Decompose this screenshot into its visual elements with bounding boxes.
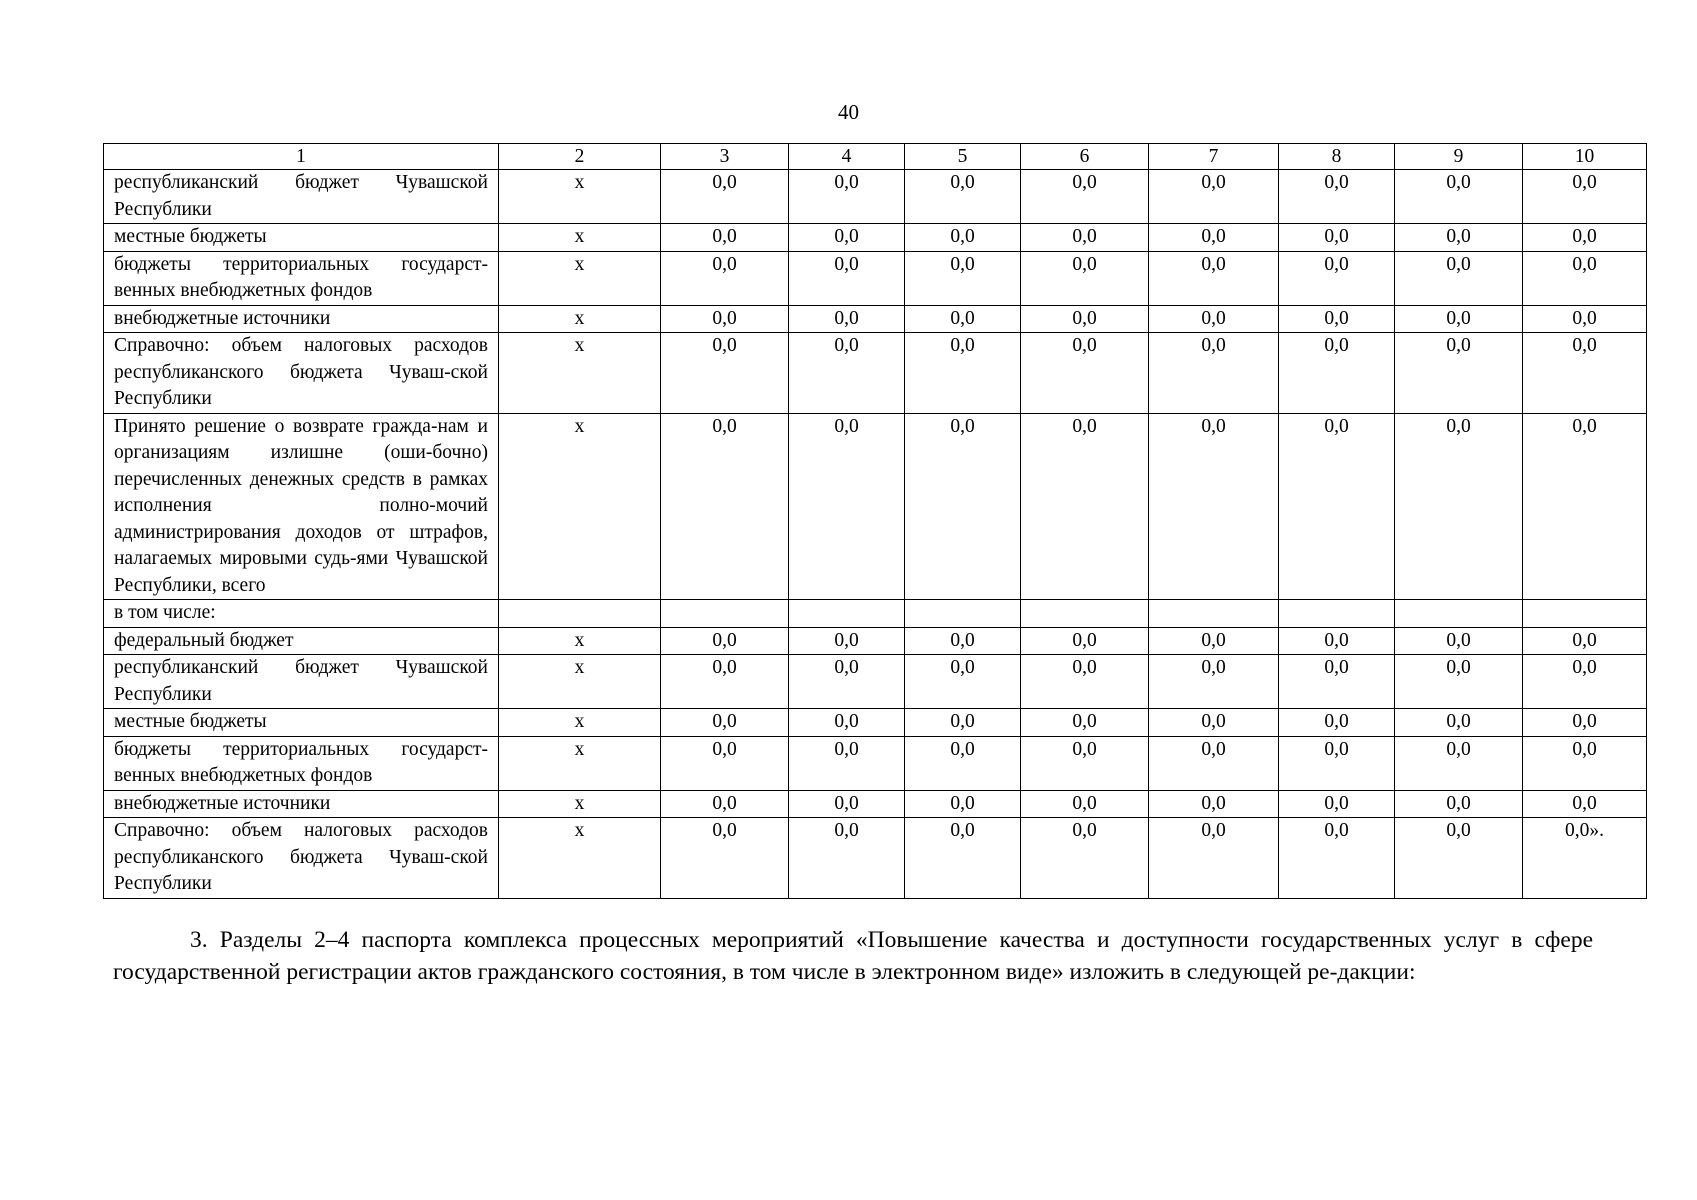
value-cell: 0,0 <box>1021 224 1149 252</box>
value-cell <box>1279 600 1395 628</box>
column-header: 6 <box>1021 144 1149 170</box>
value-cell: 0,0 <box>1149 790 1279 818</box>
column-header: 4 <box>789 144 905 170</box>
value-cell <box>1395 600 1523 628</box>
value-cell: 0,0 <box>1395 736 1523 790</box>
value-cell: 0,0 <box>905 170 1021 224</box>
row-label-cell: бюджеты территориальных государст-венных внебюджетных фондов <box>104 736 499 790</box>
value-cell: 0,0 <box>789 627 905 655</box>
value-cell: 0,0 <box>1523 655 1647 709</box>
code-cell: х <box>499 655 661 709</box>
value-cell: 0,0 <box>661 170 789 224</box>
value-cell: 0,0 <box>1395 251 1523 305</box>
value-cell: 0,0 <box>789 251 905 305</box>
value-cell: 0,0 <box>1279 305 1395 333</box>
table-row <box>104 627 1647 655</box>
row-label-cell: местные бюджеты <box>104 709 499 737</box>
value-cell: 0,0 <box>1523 736 1647 790</box>
value-cell: 0,0 <box>1279 413 1395 600</box>
value-cell: 0,0 <box>1279 655 1395 709</box>
value-cell: 0,0 <box>1523 627 1647 655</box>
row-label-cell: федеральный бюджет <box>104 627 499 655</box>
value-cell: 0,0 <box>905 655 1021 709</box>
value-cell: 0,0 <box>789 736 905 790</box>
value-cell: 0,0 <box>1279 709 1395 737</box>
value-cell: 0,0 <box>905 627 1021 655</box>
table-row <box>104 818 1647 899</box>
value-cell: 0,0 <box>905 818 1021 899</box>
value-cell: 0,0 <box>1279 627 1395 655</box>
code-cell: х <box>499 413 661 600</box>
code-cell: х <box>499 251 661 305</box>
code-cell: х <box>499 627 661 655</box>
value-cell: 0,0 <box>1149 655 1279 709</box>
value-cell: 0,0 <box>1395 790 1523 818</box>
value-cell: 0,0». <box>1523 818 1647 899</box>
code-cell: х <box>499 790 661 818</box>
value-cell <box>661 600 789 628</box>
value-cell: 0,0 <box>1395 655 1523 709</box>
page-number: 40 <box>838 100 859 124</box>
value-cell: 0,0 <box>661 818 789 899</box>
row-label-cell: Справочно: объем налоговых расходов республиканского бюджета Чуваш-ской Республики <box>104 333 499 414</box>
column-header: 5 <box>905 144 1021 170</box>
table-row <box>104 790 1647 818</box>
value-cell: 0,0 <box>905 251 1021 305</box>
value-cell: 0,0 <box>1395 333 1523 414</box>
code-cell: х <box>499 305 661 333</box>
value-cell: 0,0 <box>789 709 905 737</box>
column-header: 8 <box>1279 144 1395 170</box>
value-cell <box>905 600 1021 628</box>
value-cell: 0,0 <box>1395 224 1523 252</box>
value-cell: 0,0 <box>1395 709 1523 737</box>
row-label-cell: местные бюджеты <box>104 224 499 252</box>
value-cell: 0,0 <box>1021 333 1149 414</box>
value-cell: 0,0 <box>1021 305 1149 333</box>
value-cell: 0,0 <box>661 333 789 414</box>
value-cell: 0,0 <box>1523 170 1647 224</box>
value-cell: 0,0 <box>1021 736 1149 790</box>
code-cell: х <box>499 224 661 252</box>
value-cell: 0,0 <box>789 655 905 709</box>
row-label-cell: Принято решение о возврате гражда-нам и организациям излишне (оши-бочно) перечисленных денежных средств в рамках исполнения полно-мочий администрирования доходов от штрафов, налагаемых мировыми судь-ями Чувашской Республики, всего <box>104 413 499 600</box>
table-header-row <box>104 144 1647 170</box>
value-cell: 0,0 <box>905 305 1021 333</box>
value-cell: 0,0 <box>661 305 789 333</box>
value-cell: 0,0 <box>1021 170 1149 224</box>
value-cell: 0,0 <box>1279 251 1395 305</box>
value-cell <box>1149 600 1279 628</box>
value-cell: 0,0 <box>661 413 789 600</box>
value-cell: 0,0 <box>1021 790 1149 818</box>
value-cell: 0,0 <box>1523 305 1647 333</box>
value-cell: 0,0 <box>789 305 905 333</box>
value-cell: 0,0 <box>789 790 905 818</box>
table-row <box>104 224 1647 252</box>
value-cell: 0,0 <box>1149 818 1279 899</box>
table-row <box>104 655 1647 709</box>
value-cell: 0,0 <box>1279 224 1395 252</box>
row-label-cell: республиканский бюджет Чувашской Республики <box>104 170 499 224</box>
table-row <box>104 600 1647 628</box>
column-header: 7 <box>1149 144 1279 170</box>
value-cell: 0,0 <box>661 790 789 818</box>
budget-table <box>103 143 1647 899</box>
value-cell: 0,0 <box>905 709 1021 737</box>
value-cell: 0,0 <box>905 413 1021 600</box>
value-cell: 0,0 <box>1395 170 1523 224</box>
code-cell: х <box>499 709 661 737</box>
value-cell: 0,0 <box>905 736 1021 790</box>
value-cell: 0,0 <box>661 655 789 709</box>
value-cell: 0,0 <box>1395 305 1523 333</box>
value-cell: 0,0 <box>1149 251 1279 305</box>
value-cell: 0,0 <box>1149 627 1279 655</box>
table-row <box>104 251 1647 305</box>
value-cell: 0,0 <box>1279 790 1395 818</box>
code-cell: х <box>499 170 661 224</box>
value-cell: 0,0 <box>905 333 1021 414</box>
value-cell <box>1021 600 1149 628</box>
value-cell: 0,0 <box>1395 818 1523 899</box>
row-label-cell: внебюджетные источники <box>104 790 499 818</box>
table-row <box>104 305 1647 333</box>
column-header: 3 <box>661 144 789 170</box>
value-cell: 0,0 <box>789 224 905 252</box>
value-cell: 0,0 <box>1279 818 1395 899</box>
value-cell: 0,0 <box>1149 709 1279 737</box>
value-cell: 0,0 <box>1523 413 1647 600</box>
code-cell: х <box>499 736 661 790</box>
column-header: 9 <box>1395 144 1523 170</box>
value-cell: 0,0 <box>1279 170 1395 224</box>
value-cell: 0,0 <box>905 790 1021 818</box>
table-row <box>104 736 1647 790</box>
row-label-cell: Справочно: объем налоговых расходов республиканского бюджета Чуваш-ской Республики <box>104 818 499 899</box>
code-cell: х <box>499 333 661 414</box>
value-cell: 0,0 <box>1523 709 1647 737</box>
value-cell: 0,0 <box>1021 655 1149 709</box>
value-cell: 0,0 <box>905 224 1021 252</box>
table-row <box>104 170 1647 224</box>
value-cell: 0,0 <box>1021 818 1149 899</box>
value-cell: 0,0 <box>1149 413 1279 600</box>
column-header: 10 <box>1523 144 1647 170</box>
value-cell: 0,0 <box>789 333 905 414</box>
table-row <box>104 413 1647 600</box>
code-cell: х <box>499 818 661 899</box>
code-cell <box>499 600 661 628</box>
value-cell: 0,0 <box>1523 333 1647 414</box>
row-label-cell: республиканский бюджет Чувашской Республики <box>104 655 499 709</box>
value-cell: 0,0 <box>1149 736 1279 790</box>
value-cell: 0,0 <box>1149 333 1279 414</box>
value-cell: 0,0 <box>1523 251 1647 305</box>
value-cell: 0,0 <box>661 251 789 305</box>
value-cell: 0,0 <box>1279 736 1395 790</box>
value-cell: 0,0 <box>661 224 789 252</box>
value-cell: 0,0 <box>1021 413 1149 600</box>
row-label-cell: бюджеты территориальных государст-венных внебюджетных фондов <box>104 251 499 305</box>
table-row <box>104 709 1647 737</box>
value-cell: 0,0 <box>1279 333 1395 414</box>
value-cell: 0,0 <box>1395 413 1523 600</box>
value-cell: 0,0 <box>789 170 905 224</box>
value-cell: 0,0 <box>1523 790 1647 818</box>
column-header: 1 <box>104 144 499 170</box>
value-cell: 0,0 <box>1149 224 1279 252</box>
row-label-cell: внебюджетные источники <box>104 305 499 333</box>
value-cell: 0,0 <box>789 818 905 899</box>
value-cell: 0,0 <box>1021 251 1149 305</box>
value-cell: 0,0 <box>661 627 789 655</box>
value-cell: 0,0 <box>661 709 789 737</box>
value-cell <box>789 600 905 628</box>
value-cell: 0,0 <box>1149 305 1279 333</box>
value-cell: 0,0 <box>1021 709 1149 737</box>
row-label-cell: в том числе: <box>104 600 499 628</box>
value-cell: 0,0 <box>1523 224 1647 252</box>
table-body <box>104 170 1647 899</box>
table-row <box>104 333 1647 414</box>
value-cell: 0,0 <box>1021 627 1149 655</box>
value-cell <box>1523 600 1647 628</box>
value-cell: 0,0 <box>661 736 789 790</box>
value-cell: 0,0 <box>789 413 905 600</box>
body-paragraph: 3. Разделы 2–4 паспорта комплекса процессных мероприятий «Повышение качества и доступности государственных услуг в сфере государственной регистрации актов гражданского состояния, в том числе в электронном виде» изложить в следующей ре-дакции: <box>113 927 1593 985</box>
value-cell: 0,0 <box>1395 627 1523 655</box>
column-header: 2 <box>499 144 661 170</box>
value-cell: 0,0 <box>1149 170 1279 224</box>
